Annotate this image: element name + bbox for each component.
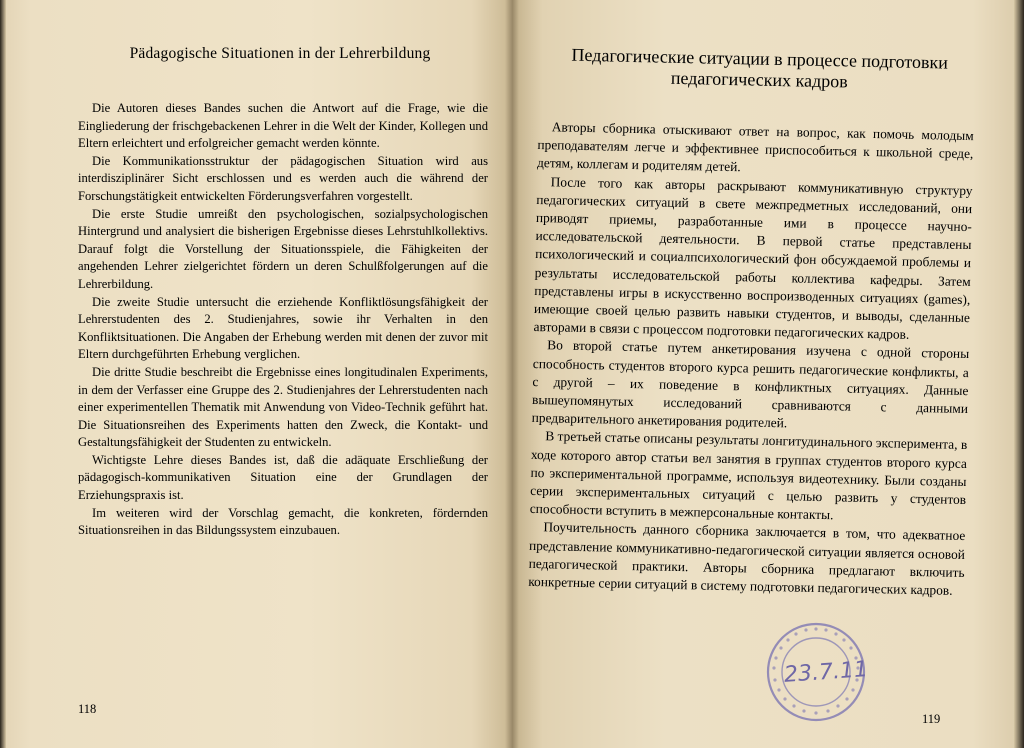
left-paragraph: Die Kommunikationsstruktur der pädagogischen Situation wird aus interdisziplinärer Sicht erschlossen und es werden auch die während der Forschungstätigkeit entwickelten Förderungsverfahren vorgestellt. xyxy=(78,153,488,203)
right-paragraph: После того как авторы раскрывают коммуникативную структуру педагогических ситуаций в свете межпредметных исследований, они приводят приемы, разработанные ими в процессе научно-исследовательской деятельности. В первой статье представлены психологический и социалпсихологический фон обсуждаемой проблемы и результаты исследовательской работы коллектива кафедры. Затем представлены игры в искусственно воспроизводенных ситуациях (games), имеющие своей целью развить навыки студентов, и выводы, сделанные авторами в связи с процессом подготовки педагогических кадров. xyxy=(533,173,973,343)
stamp-date: 23.7.11 xyxy=(783,657,869,688)
left-paragraph: Die erste Studie umreißt den psychologischen, sozialpsychologischen Hintergrund und analysiert die bisherigen Ergebnisse dieses Lehrstuhlkollektivs. Darauf folgt die Vorstellung der Situationsspiele, die Fähigkeiten der angehenden Lehrer zielgerichtet fördern un deren Schulßfolgerungen auf die Lehrerbildung. xyxy=(78,206,488,291)
right-paragraph: Во второй статье путем анкетирования изучена с одной стороны способность студентов второго курса решить педагогические конфликты, а с другой – их поведение в конфликтных ситуациях. Данные вышеупомянутых исследований сравниваются с данными предварительного анкетирования родителей. xyxy=(531,337,970,431)
left-paragraph: Im weiteren wird der Vorschlag gemacht, die konkreten, fördernden Situationsreihen in das Bildungssystem einzubauen. xyxy=(78,505,488,538)
left-page-number: 118 xyxy=(78,702,97,716)
left-page-edge xyxy=(0,0,6,748)
right-page-title: Педагогические ситуации в процессе подготовки педагогических кадров xyxy=(571,44,949,92)
left-paragraph: Wichtigste Lehre dieses Bandes ist, daß die adäquate Erschließung der pädagogisch-kommunikativen Situation eine der Grundlagen der Erziehungspraxis ist. xyxy=(78,452,488,503)
left-paragraph: Die zweite Studie untersucht die erziehende Konfliktlösungsfähigkeit der Lehrerstudenten des 2. Studienjahres, sowie ihr Verhalten in den Konfliktsituationen. Die Angaben der Erhebung werden mit denen der zuvor mit Eltern durchgeführten Erhebung verglichen. xyxy=(78,294,488,362)
left-paragraph: Die Autoren dieses Bandes suchen die Antwort auf die Frage, wie die Eingliederung der frischgebackenen Lehrer in die Welt der Kinder, Kollegen und Eltern erleichtert und erfolgreicher gemacht werden könnte. xyxy=(78,101,488,151)
book-gutter xyxy=(505,0,519,748)
right-page-body xyxy=(528,118,974,600)
left-page-title: Pädagogische Situationen in der Lehrerbildung xyxy=(129,45,431,62)
right-page-edge xyxy=(1014,0,1024,748)
right-paragraph: Авторы сборника отыскивают ответ на вопрос, как помочь молодым преподавателям легче и эффективнее приспособиться к школьной среде, детям, коллегам и родителям детей. xyxy=(536,119,974,175)
right-page-number: 119 xyxy=(922,712,941,726)
right-paragraph: В третьей статье описаны результаты лонгитудинального эксперимента, в ходе которого автор статьи вел занятия в группах студентов второго курса по экспериментальной программе, используя видеотехнику. Были созданы серии экспериментальных ситуаций с целью развить у студентов способности вступить в межперсональные контакты. xyxy=(529,428,968,523)
left-page-body xyxy=(78,100,488,540)
right-paragraph: Поучительность данного сборника заключается в том, что адекватное представление коммуникативно-педагогической ситуации является основой педагогической практики. Авторы сборника предлагают включить конкретные серии ситуаций в систему подготовки педагогических кадров. xyxy=(528,519,966,598)
left-paragraph: Die dritte Studie beschreibt die Ergebnisse eines longitudinalen Experiments, in dem der Verfasser eine Gruppe des 2. Studienjahres der Lehrerstudenten nach einer experimentellen Thematik mit Anwendung von Video-Technik geführt hat. Die Situationsreihen des Experiments hatten den Zweck, die Kontakt- und Gestaltungsfähigkeit der Studenten zu entwickeln. xyxy=(78,364,488,450)
